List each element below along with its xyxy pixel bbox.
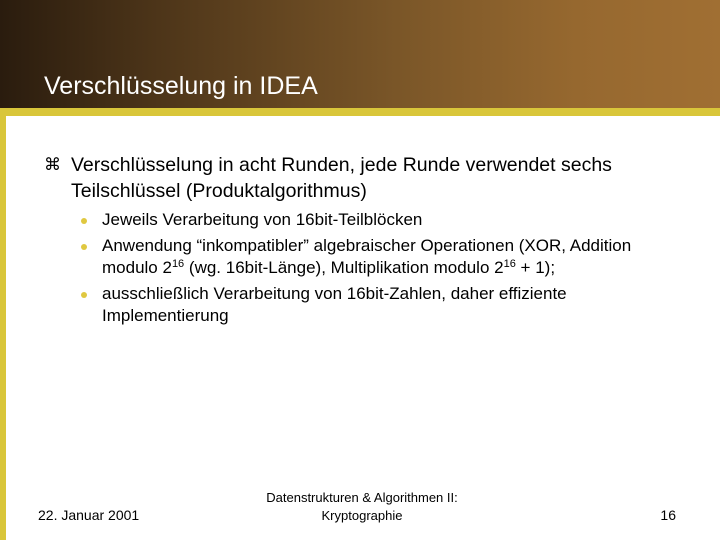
footer-course-line: Kryptographie xyxy=(321,508,403,523)
list-item-text: Anwendung “inkompatibler” algebraischer Operationen (XOR, Addition modulo $2^{16}$ (wg. 16bit-Länge), Multiplikation modulo $2^{16} + 1$); xyxy=(102,235,632,277)
command-bullet-icon: ⌘ xyxy=(44,155,61,174)
list-item xyxy=(78,235,688,280)
main-bullet xyxy=(44,152,684,204)
bullet-dot-icon xyxy=(81,292,87,298)
footer-course-line: Datenstrukturen & Algorithmen II: xyxy=(266,490,458,505)
page-number: 16 xyxy=(660,507,676,523)
exponent: 16 xyxy=(503,258,516,270)
slide-title: Verschlüsselung in IDEA xyxy=(44,72,318,100)
title-bar xyxy=(0,0,720,108)
bullet-dot-icon xyxy=(81,244,87,250)
accent-bar xyxy=(0,108,720,116)
list-item xyxy=(78,209,688,232)
footer-course xyxy=(222,489,502,525)
sub-bullet-list xyxy=(78,209,688,331)
accent-left-border xyxy=(0,108,6,540)
list-item xyxy=(78,283,688,328)
main-bullet-text: Verschlüsselung in acht Runden, jede Runde verwendet sechs Teilschlüssel (Produktalgorithmus) xyxy=(71,154,612,202)
footer-date: 22. Januar 2001 xyxy=(38,507,140,523)
exponent: 16 xyxy=(171,258,185,270)
list-item-text: Jeweils Verarbeitung von 16bit-Teilblöcken xyxy=(102,210,423,229)
list-item-text: ausschließlich Verarbeitung von 16bit-Zahlen, daher effiziente Implementierung xyxy=(102,283,567,325)
bullet-dot-icon xyxy=(81,218,87,224)
